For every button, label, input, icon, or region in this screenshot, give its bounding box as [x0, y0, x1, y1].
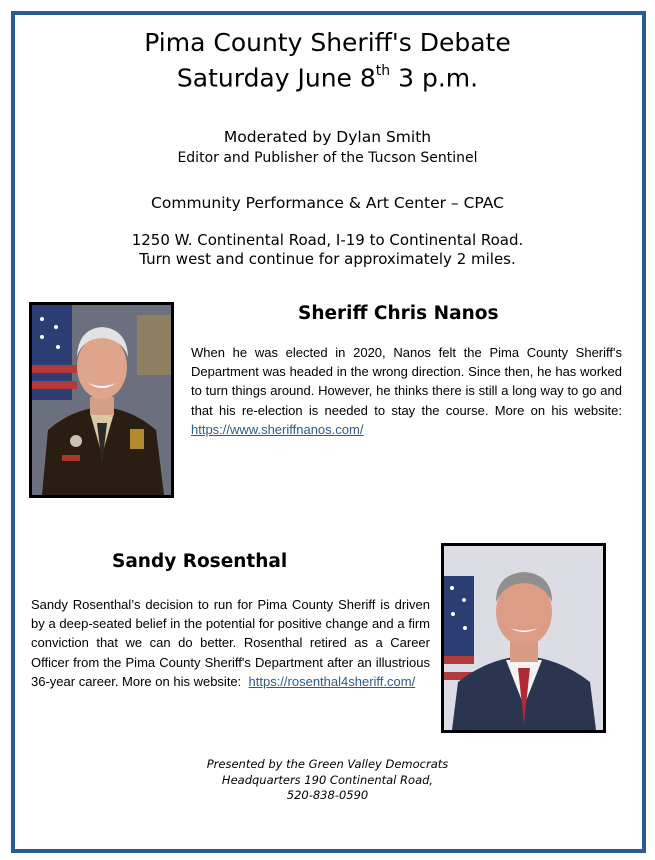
moderator-name: Moderated by Dylan Smith	[223, 128, 432, 146]
footer-line-1: Presented by the Green Valley Democrats	[206, 757, 449, 771]
footer-line-2: Headquarters 190 Continental Road,	[221, 772, 434, 787]
candidate1-name: Sheriff Chris Nanos	[298, 303, 499, 324]
candidate1-website-link[interactable]: https://www.sheriffnanos.com/	[191, 421, 364, 437]
candidate1-bio-text: When he was elected in 2020, Nanos felt the Pima County Sheriff's Department was headed in the wrong direction. Since then, he has worked to turn things around. However, he thinks there is still a long way to go and that his re-election is needed to stay the course. More on his website:	[191, 345, 622, 418]
candidate2-bio-text: Sandy Rosenthal’s decision to run for Pima County Sheriff is driven by a deep-seated belief in the potential for positive change and a firm conviction that we can do better. Rosenthal retired as a Career Officer from the Pima County Sheriff's Department after an illustrious 36-year career. More on his website:	[31, 597, 430, 689]
title-line-1: Pima County Sheriff's Debate	[144, 28, 511, 57]
candidate2-bio	[31, 595, 430, 691]
title-line-2	[0, 58, 655, 93]
candidate2-photo	[441, 543, 606, 733]
footer-line-3: 520-838-0590	[286, 788, 369, 802]
candidate2-website-link[interactable]: https://rosenthal4sheriff.com/	[248, 673, 416, 689]
candidate1-bio	[191, 343, 622, 439]
candidate2-name: Sandy Rosenthal	[112, 551, 288, 572]
candidate1-photo	[29, 302, 174, 498]
address-line-1: 1250 W. Continental Road, I-19 to Continental Road.	[131, 231, 524, 249]
title-date-suffix: th	[375, 63, 391, 79]
title-date: Saturday June 8	[176, 63, 376, 93]
address-line-2: Turn west and continue for approximately 2 miles.	[139, 250, 516, 268]
venue-address	[0, 231, 655, 269]
moderator-title: Editor and Publisher of the Tucson Sentinel	[177, 150, 478, 166]
venue-name: Community Performance & Art Center – CPAC	[151, 194, 504, 212]
page-title	[0, 27, 655, 93]
footer	[0, 757, 655, 804]
title-time: 3 p.m.	[390, 63, 479, 93]
